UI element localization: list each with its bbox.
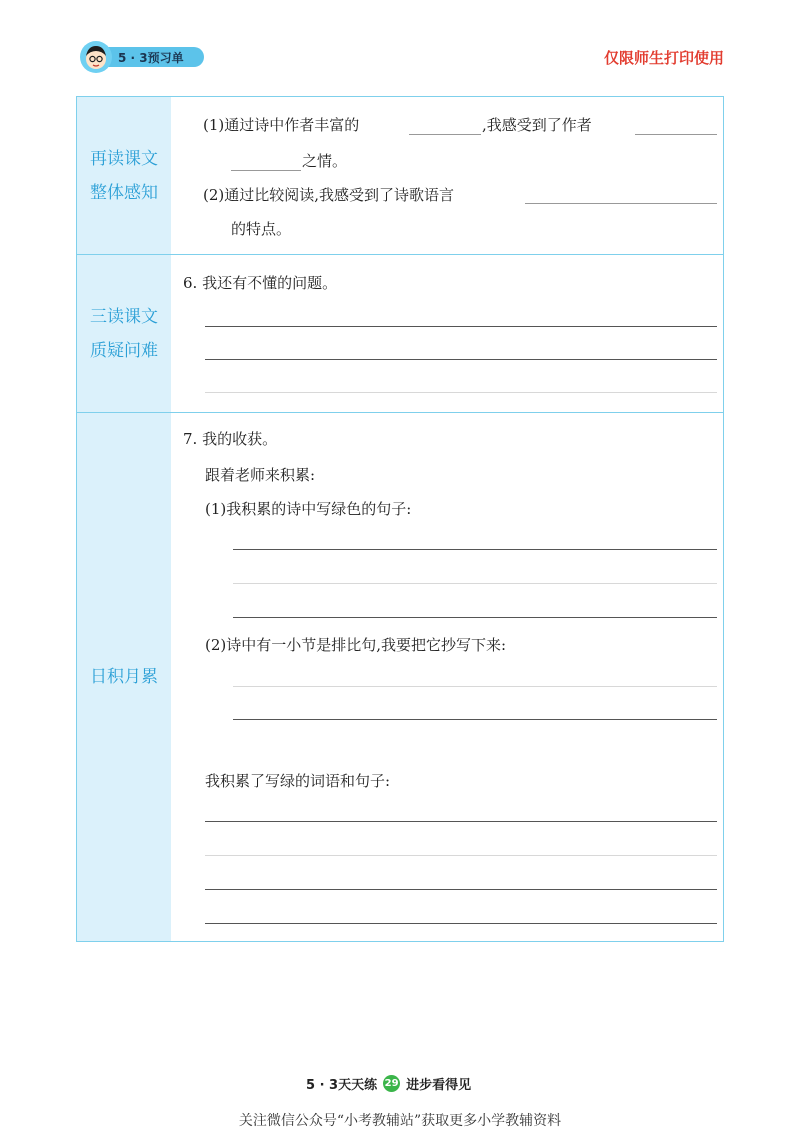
worksheet-table <box>76 96 724 942</box>
answer-blank[interactable] <box>409 134 481 135</box>
writing-line[interactable] <box>233 583 717 584</box>
header-badge <box>80 41 204 73</box>
mascot-icon <box>80 41 112 73</box>
section-title-line: 日积月累 <box>90 667 158 687</box>
footer-slogan <box>306 1074 471 1093</box>
section-content <box>171 255 723 412</box>
sub-question-1: (1)我积累的诗中写绿色的句子: <box>205 500 412 518</box>
page-number: 29 <box>383 1075 400 1092</box>
writing-line[interactable] <box>205 855 717 856</box>
writing-line[interactable] <box>205 889 717 890</box>
writing-line[interactable] <box>205 923 717 924</box>
print-notice: 仅限师生打印使用 <box>603 49 724 67</box>
item-1-middle: ,我感受到了作者 <box>482 116 592 134</box>
section-content <box>171 97 723 254</box>
answer-blank[interactable] <box>231 170 301 171</box>
question-7: 7. 我的收获。 <box>183 430 278 448</box>
section-title-line: 再读课文 <box>90 148 158 169</box>
answer-blank[interactable] <box>525 203 717 204</box>
sub-question-3: 我积累了写绿的词语和句子: <box>205 772 391 790</box>
section-content <box>171 413 723 941</box>
section-reread-overview <box>77 97 723 255</box>
section-title-line: 整体感知 <box>90 182 158 203</box>
sub-question-2: (2)诗中有一小节是排比句,我要把它抄写下来: <box>205 636 507 654</box>
writing-line[interactable] <box>205 392 717 393</box>
writing-line[interactable] <box>233 549 717 550</box>
answer-blank[interactable] <box>635 134 717 135</box>
section-accumulation <box>77 413 723 941</box>
writing-line[interactable] <box>233 686 717 687</box>
item-1-suffix: 之情。 <box>302 152 348 170</box>
writing-line[interactable] <box>205 359 717 360</box>
question-6: 6. 我还有不懂的问题。 <box>183 274 338 292</box>
writing-line[interactable] <box>233 617 717 618</box>
section-label <box>77 97 171 254</box>
section-title-line: 三读课文 <box>90 306 158 327</box>
item-2-prefix: (2)通过比较阅读,我感受到了诗歌语言 <box>203 186 455 204</box>
writing-line[interactable] <box>233 719 717 720</box>
item-1-prefix: (1)通过诗中作者丰富的 <box>203 116 360 134</box>
section-label <box>77 413 171 941</box>
writing-line[interactable] <box>205 326 717 327</box>
footer-note: 关注微信公众号“小考教辅站”获取更多小学教辅资料 <box>238 1113 562 1129</box>
footer-right: 进步看得见 <box>406 1078 472 1093</box>
section-question-doubts <box>77 255 723 413</box>
intro-text: 跟着老师来积累: <box>205 466 316 484</box>
section-label <box>77 255 171 412</box>
badge-label: 5 · 3预习单 <box>118 51 184 65</box>
section-title-line: 质疑问难 <box>90 340 158 361</box>
writing-line[interactable] <box>205 821 717 822</box>
footer-left: 5 · 3天天练 <box>306 1078 378 1093</box>
item-2-suffix: 的特点。 <box>231 220 292 238</box>
